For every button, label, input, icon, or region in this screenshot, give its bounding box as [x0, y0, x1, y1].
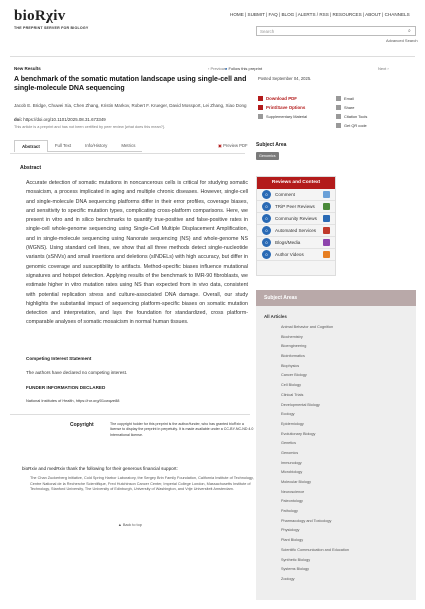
count-badge: 0	[262, 250, 271, 259]
subject-areas-heading: Subject Areas	[256, 290, 416, 306]
supplementary-label: Supplementary Material	[266, 114, 308, 119]
qr-code-button[interactable]	[336, 123, 367, 128]
subject-area-item[interactable]: Biochemistry	[281, 334, 303, 339]
doi-link[interactable]: https://doi.org/10.1101/2025.08.31.673349	[23, 117, 106, 122]
follow-label: Follow this preprint	[228, 66, 263, 71]
subject-area-item[interactable]: Bioinformatics	[281, 354, 305, 359]
subject-area-item[interactable]: Biophysics	[281, 363, 300, 368]
community-icon	[323, 215, 330, 222]
search-icon[interactable]: ⌕	[408, 28, 411, 34]
follow-preprint-button[interactable]	[225, 66, 262, 71]
copyright-divider	[10, 414, 250, 415]
tabs-divider	[10, 153, 245, 154]
video-icon	[323, 251, 330, 258]
subject-area-item[interactable]: Immunology	[281, 460, 302, 465]
subject-area-item[interactable]: Genetics	[281, 441, 296, 446]
download-pdf-label: Download PDF	[266, 96, 297, 101]
doi-line[interactable]	[14, 117, 106, 122]
article-tabs	[14, 140, 142, 152]
share-button[interactable]	[336, 105, 354, 110]
share-icon	[336, 105, 341, 110]
subject-area-item[interactable]: Synthetic Biology	[281, 557, 311, 562]
review-row-comment[interactable]	[257, 189, 335, 201]
review-label: Comment	[275, 192, 295, 197]
site-tagline: THE PREPRINT SERVER FOR BIOLOGY	[14, 26, 89, 30]
logo-text: bioRχiv	[14, 8, 66, 24]
all-articles-link[interactable]: All Articles	[264, 314, 287, 319]
pdf-icon	[258, 96, 263, 101]
subject-area-item[interactable]: Microbiology	[281, 470, 303, 475]
subject-area-item[interactable]: Genomics	[281, 450, 299, 455]
subject-areas-panel	[256, 290, 416, 600]
subject-area-item[interactable]: Developmental Biology	[281, 402, 320, 407]
review-label: Blogs/Media	[275, 240, 301, 245]
previous-link[interactable]: ‹ Previous	[208, 66, 227, 71]
email-button[interactable]	[336, 96, 354, 101]
print-label: Print/Save Options	[266, 105, 306, 110]
competing-interest-heading: Competing Interest Statement	[26, 356, 92, 361]
review-label: Author Videos	[275, 252, 304, 257]
advanced-search-link[interactable]: Advanced Search	[386, 38, 418, 43]
subject-area-item[interactable]: Epidemiology	[281, 421, 304, 426]
header-divider	[10, 56, 415, 57]
supporters-list: The Chan Zuckerberg Initiative, Cold Spring Harbor Laboratory, the Sergey Brin Family Foundation, California Institute of Technology, Centre National de la Recherche Scientifique, Fred Hutchinson Cancer Center, Imperial College London, Massachusetts Institute of Technology, Stanford University, The University of Edinburgh, University of Washington, and Vrije Universiteit Amsterdam.	[30, 476, 254, 491]
funder-text[interactable]: National Institutes of Health, https://ror.org/01cwqze88	[26, 398, 120, 403]
abstract-heading: Abstract	[20, 165, 42, 171]
reviews-context-panel	[256, 176, 336, 276]
review-row-trip[interactable]	[257, 201, 335, 213]
subject-area-item[interactable]: Physiology	[281, 528, 300, 533]
author-list[interactable]: Jacob E. Bridge, Chuwei Xia, Chen Zhang, Kristin Markov, Robert F. Krueger, David Mossport, Lei Zhang, Xiao Dong	[14, 103, 247, 108]
count-badge: 0	[262, 226, 271, 235]
review-row-community[interactable]	[257, 213, 335, 225]
funder-heading: FUNDER INFORMATION DECLARED	[26, 385, 106, 390]
subject-area-item[interactable]: Molecular Biology	[281, 480, 311, 484]
preview-pdf-link[interactable]	[218, 143, 248, 148]
pdf-preview-icon: ▣	[218, 143, 224, 148]
comment-icon	[323, 191, 330, 198]
review-row-automated[interactable]	[257, 225, 335, 237]
abstract-text: Accurate detection of somatic mutations in noncancerous cells is critical for studying somatic mosaicism, a process implicated in aging and multiple chronic diseases. However, single-cell and single-molecule DNA sequencing platforms differ in their error profiles, coverage biases, and sensitivity to specific mutation types, complicating cross-platform comparisons. Here, we present in vitro and in silico benchmarks to quantify true-positive and false-positive rates in single-cell whole-genome sequencing using Single-Cell Multiple Displacement Amplification, and in single-molecule sequencing using Nanorate sequencing (NS) and whole-genome NS (WGNS). Using standard cell lines, we show that all three methods detect single-nucleotide variants (sSNVs) and small insertions and deletions (sINDELs) with high accuracy, but differ in genomic coverage and susceptibility to artifacts. Method-specific biases influence mutational signatures and hotspot detection. Applying results of the benchmark to IMR-90 fibroblasts, we estimate higher in vitro mutation rates using NS than expected from in vivo data, consistent with potential replication stress and culture-associated DNA damage. Overall, our study highlights the substantial impact of sequencing platform-specific biases on somatic mutation detection and interpretation, and lays the foundation for standardized, cross platform-comparable analyses of somatic mosaicism in normal human tissues.	[26, 180, 248, 326]
share-label: Share	[344, 105, 355, 110]
review-row-videos[interactable]	[257, 249, 335, 261]
subject-area-item[interactable]: Pathology	[281, 509, 298, 514]
back-to-top-link[interactable]: ▲ Back to top	[118, 523, 142, 527]
subject-area-item[interactable]: Cell Biology	[281, 383, 302, 388]
search-input[interactable]: Search	[256, 26, 416, 36]
download-pdf-button[interactable]	[258, 96, 297, 101]
tab-metrics[interactable]: Metrics	[114, 140, 142, 152]
automated-icon	[323, 227, 330, 234]
posted-date: Posted September 04, 2025.	[258, 76, 312, 81]
reviews-context-heading: Reviews and Context	[257, 177, 335, 189]
count-badge: 0	[262, 238, 271, 247]
review-label: Community Reviews	[275, 216, 317, 221]
count-badge: 0	[262, 214, 271, 223]
qr-label: Get QR code	[344, 123, 367, 128]
subject-area-item[interactable]: Systems Biology	[281, 567, 310, 572]
subject-area-item[interactable]: Evolutionary Biology	[281, 431, 316, 436]
doi-label: doi:	[14, 117, 23, 122]
subject-badge[interactable]: Genomics	[256, 152, 279, 160]
file-icon	[258, 114, 263, 119]
subject-area-item[interactable]: Ecology	[281, 412, 295, 417]
subject-area-heading: Subject Area	[256, 142, 287, 148]
citation-label: Citation Tools	[344, 114, 368, 119]
subject-area-item[interactable]: Neuroscience	[281, 489, 305, 494]
subject-list	[256, 323, 416, 585]
article-title: A benchmark of the somatic mutation landscape using single-cell and single-molecule DNA sequencing	[14, 76, 247, 92]
email-label: Email	[344, 96, 354, 101]
copyright-text: The copyright holder for this preprint is the author/funder, who has granted bioRxiv a license to display the preprint in perpetuity. It is made available under a CC-BY-NC-ND 4.0 International license.	[110, 422, 254, 437]
print-save-button[interactable]	[258, 105, 305, 110]
copyright-label: Copyright	[70, 422, 94, 428]
site-logo[interactable]	[14, 8, 66, 25]
review-row-blogs[interactable]	[257, 237, 335, 249]
peer-review-note: This article is a preprint and has not been certified by peer review [what does this mean?].	[14, 125, 165, 129]
subject-area-item[interactable]: Scientific Communication and Education	[281, 547, 349, 552]
subject-area-item[interactable]: Plant Biology	[281, 538, 304, 543]
count-badge: 0	[262, 202, 271, 211]
bell-icon: ●	[225, 66, 229, 71]
subject-area-item[interactable]: Bioengineering	[281, 344, 307, 349]
subject-area-item[interactable]: Pharmacology and Toxicology	[281, 518, 332, 523]
subject-area-item[interactable]: Zoology	[281, 576, 295, 581]
count-badge: 0	[262, 190, 271, 199]
subject-area-item[interactable]: Paleontology	[281, 499, 303, 504]
subject-area-item[interactable]: Cancer Biology	[281, 373, 307, 378]
review-label: TRiP Peer Reviews	[275, 204, 315, 209]
blog-icon	[323, 239, 330, 246]
tab-info-history[interactable]: Info/History	[78, 140, 114, 152]
review-label: Automated Services	[275, 228, 317, 233]
supplementary-link[interactable]	[258, 114, 307, 119]
preview-pdf-label: Preview PDF	[223, 143, 248, 148]
citation-tools-button[interactable]	[336, 114, 367, 119]
supporters-heading: bioRxiv and medRxiv thank the following for their generous financial support:	[22, 466, 178, 471]
subject-area-item[interactable]: Clinical Trials	[281, 392, 304, 397]
tab-full-text[interactable]: Full Text	[48, 140, 78, 152]
print-icon	[258, 105, 263, 110]
quote-icon	[336, 114, 341, 119]
tab-abstract[interactable]: Abstract	[14, 140, 48, 152]
next-link[interactable]: Next ›	[378, 66, 389, 71]
email-icon	[336, 96, 341, 101]
subject-area-item[interactable]: Animal Behavior and Cognition	[281, 325, 334, 329]
qr-icon	[336, 123, 341, 128]
competing-interest-text: The authors have declared no competing interest.	[26, 370, 128, 375]
trip-icon	[323, 203, 330, 210]
top-nav[interactable]: HOME | SUBMIT | FAQ | BLOG | ALERTS / RSS | RESOURCES | ABOUT | CHANNELS	[230, 12, 410, 17]
article-type-label: New Results	[14, 66, 41, 71]
